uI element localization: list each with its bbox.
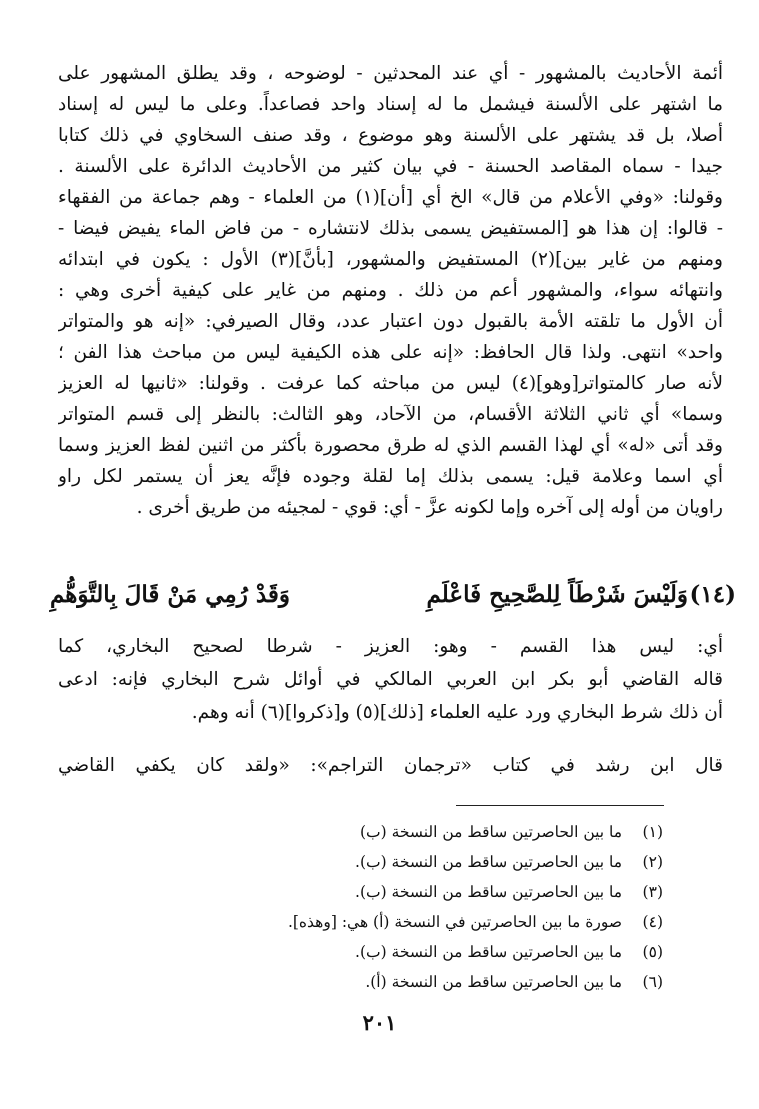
text-line: وقد أتى «له» أي لهذا القسم الذي له طرق محصورة بأكثر من اثنين لفظ العزيز وسما: [58, 435, 723, 456]
footnote-number: (٤): [642, 913, 663, 931]
footnote-text: ما بين الحاصرتين ساقط من النسخة (أ).: [365, 973, 623, 991]
text-line: راويان من أوله إلى آخره وإما لكونه عزَّ - أي: قوي - لمجيئه من طريق أخرى .: [136, 497, 723, 518]
text-line: - قالوا: إن هذا هو [المستفيض يسمى بذلك لانتشاره - من فاض الماء يفيض فيضا -: [58, 218, 723, 239]
verse-hemistich-first: وَلَيْسَ شَرْطَاً لِلصَّحِيحِ فَاعْلَمِ: [426, 581, 688, 608]
text-line: ما اشتهر على الألسنة فيشمل ما له إسناد واحد فصاعداً. وعلى ما ليس له إسناد: [58, 94, 723, 115]
text-line: وانتهائه سواء، والمشهور أعم من ذلك . ومنهم من غاير على كيفية أخرى وهي :: [58, 280, 723, 301]
text-line: قال ابن رشد في كتاب «ترجمان التراجم»: «ولقد كان يكفي القاضي: [58, 755, 723, 776]
page-number: ٢٠١: [362, 1010, 397, 1035]
text-line: أن الأول ما تلقته الأمة بالقبول دون اعتبار عدد، وقال الصيرفي: «إنه هو والمتواتر: [58, 311, 723, 332]
text-line: أي: ليس هذا القسم - وهو: العزيز - شرطا لصحيح البخاري، كما: [58, 636, 723, 657]
text-line: أي اسما وعلامة قيل: يسمى بذلك إما لقلة وجوده فإنَّه يعز أن يستمر لكل راو: [58, 466, 723, 487]
poem-verse: [50, 575, 736, 615]
footnote: [103, 967, 663, 997]
text-line: واحد» انتهى. ولذا قال الحافظ: «إنه على هذه الكيفية ليس من مباحث هذا الفن ؛: [58, 342, 723, 363]
text-line: أصلا، بل قد يشتهر على الألسنة وهو موضوع ، وقد صنف السخاوي في ذلك كتابا: [58, 125, 723, 146]
footnote-number: (٣): [642, 883, 663, 901]
footnote-number: (٢): [642, 853, 663, 871]
text-line: وسما» أي ثاني الثلاثة الأقسام، من الآحاد، وهو الثالث: بالنظر إلى قسم المتواتر: [58, 404, 723, 425]
text-line: أن ذلك شرط البخاري ورد عليه العلماء [ذلك](٥) و[ذكروا](٦) أنه وهم.: [191, 702, 723, 723]
text-line: لأنه صار كالمتواتر[وهو](٤) ليس من مباحثه كما عرفت . وقولنا: «ثانيها له العزيز: [58, 373, 723, 394]
footnote-text: ما بين الحاصرتين ساقط من النسخة (ب): [359, 823, 623, 841]
footnote-text: ما بين الحاصرتين ساقط من النسخة (ب).: [355, 943, 623, 961]
footnote: [103, 817, 663, 847]
footnote-text: ما بين الحاصرتين ساقط من النسخة (ب).: [355, 883, 623, 901]
footnote: [103, 937, 663, 967]
footnote-number: (٥): [642, 943, 663, 961]
footnotes: [103, 817, 663, 997]
footnote: [103, 877, 663, 907]
text-line: أئمة الأحاديث بالمشهور - أي عند المحدثين - لوضوحه ، وقد يطلق المشهور على: [58, 63, 723, 84]
text-line: وقولنا: «وفي الأعلام من قال» الخ أي [أن](١) من العلماء - وهم جماعة من الفقهاء: [58, 187, 723, 208]
footnote-number: (١): [642, 823, 663, 841]
footnote-text: صورة ما بين الحاصرتين في النسخة (أ) هي: [وهذه].: [287, 913, 623, 931]
footnote-separator: [456, 805, 664, 806]
continuation-block: [58, 750, 723, 781]
text-line: قاله القاضي أبو بكر ابن العربي المالكي في أوائل شرح البخاري فإنه: ادعى: [58, 669, 723, 690]
footnote-text: ما بين الحاصرتين ساقط من النسخة (ب).: [355, 853, 623, 871]
explanation-block: [58, 630, 723, 729]
commentary-block: [58, 58, 723, 523]
verse-hemistich-second: وَقَدْ رُمِي مَنْ قَالَ بِالتَّوَهُّمِ: [50, 581, 291, 608]
text-line: ومنهم من غاير بين](٢) المستفيض والمشهور، [بأنَّ](٣) الأول : يكون في ابتدائه: [58, 249, 723, 270]
verse-number: (١٤): [689, 581, 736, 608]
footnote: [103, 847, 663, 877]
footnote-number: (٦): [642, 973, 663, 991]
footnote: [103, 907, 663, 937]
text-line: جيدا - سماه المقاصد الحسنة - في بيان كثير من الأحاديث الدائرة على الألسنة .: [58, 156, 723, 177]
